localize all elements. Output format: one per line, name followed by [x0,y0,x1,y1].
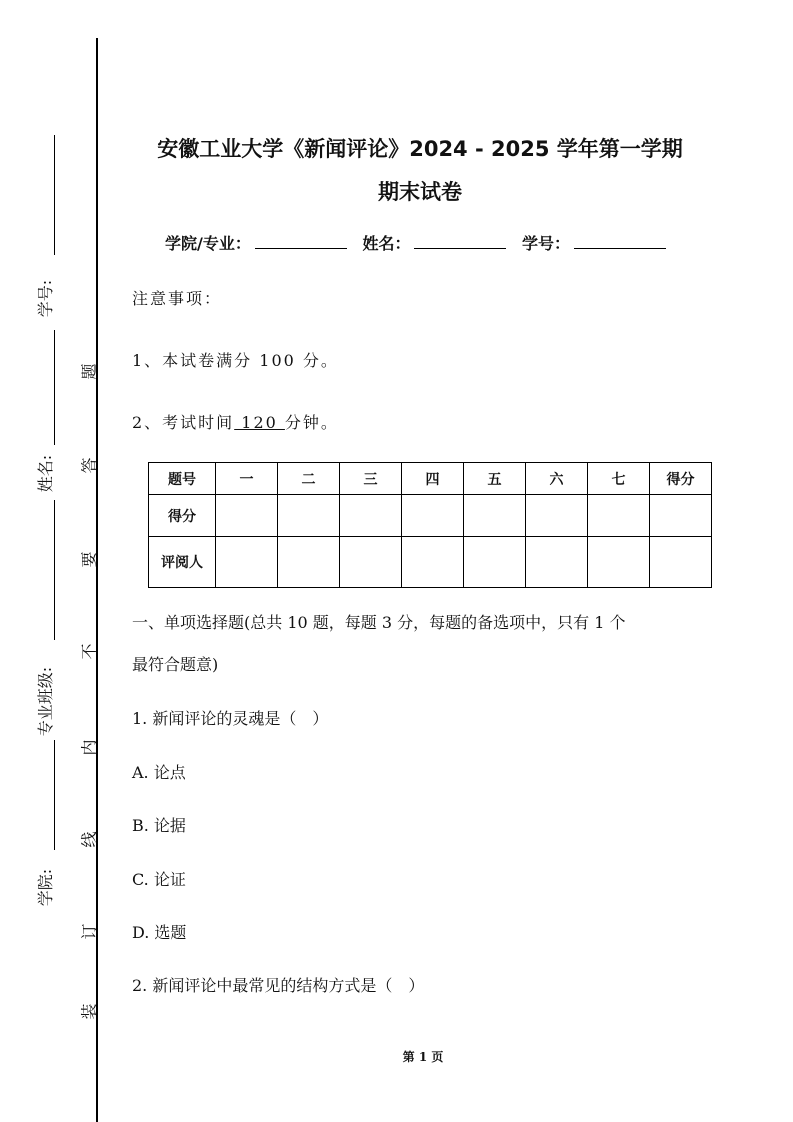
score-cell[interactable] [216,495,278,537]
question-stem: 1. 新闻评论的灵魂是（ ） [132,709,329,728]
score-cell[interactable] [278,495,340,537]
option-d[interactable]: D. 选题 [132,923,187,942]
score-cell[interactable] [526,495,588,537]
table-header-row [149,463,712,495]
binding-line [96,38,98,1122]
score-table [148,462,712,588]
exam-title: 安徽工业大学《新闻评论》2024 - 2025 学年第一学期 [157,137,683,161]
notes-heading: 注意事项： [132,289,223,308]
college-label: 学院/专业： [165,234,251,253]
margin-field-name: 姓名: [36,454,56,493]
question-stem: 2. 新闻评论中最常见的结构方式是（ ） [132,976,425,995]
id-label: 学号： [522,234,571,253]
seal-char: 线 [79,831,99,848]
table-header-cell: 题号 [149,463,216,495]
margin-field-class: 专业班级: [36,666,56,737]
table-row [149,495,712,537]
note-text: 2、考试时间 [132,413,235,432]
table-header-cell: 得分 [650,463,712,495]
table-row [149,537,712,588]
table-header-cell: 一 [216,463,278,495]
seal-char: 装 [79,1003,99,1020]
exam-duration: 120 [234,413,285,432]
option-c[interactable]: C. 论证 [132,870,186,889]
row-label: 评阅人 [149,537,216,588]
seal-char: 题 [79,363,99,380]
table-header-cell: 四 [402,463,464,495]
exam-subtitle: 期末试卷 [378,180,462,204]
grader-cell[interactable] [464,537,526,588]
grader-cell[interactable] [526,537,588,588]
note-item: 1、本试卷满分 100 分。 [132,351,339,370]
grader-cell[interactable] [650,537,712,588]
margin-underline [54,740,55,850]
table-header-cell: 二 [278,463,340,495]
margin-field-college: 学院: [36,868,56,907]
row-label: 得分 [149,495,216,537]
section-heading-cont: 最符合题意) [132,655,219,674]
score-cell[interactable] [464,495,526,537]
grader-cell[interactable] [216,537,278,588]
table-header-cell: 六 [526,463,588,495]
grader-cell[interactable] [278,537,340,588]
option-b[interactable]: B. 论据 [132,816,186,835]
margin-field-id: 学号: [36,279,56,318]
grader-cell[interactable] [402,537,464,588]
margin-underline [54,135,55,255]
page-number: 第 1 页 [402,1050,444,1064]
option-a[interactable]: A. 论点 [132,763,186,782]
score-cell[interactable] [588,495,650,537]
id-blank[interactable] [574,234,666,249]
seal-char: 订 [79,923,99,940]
seal-char: 内 [79,739,99,756]
table-header-cell: 三 [340,463,402,495]
seal-char: 要 [79,551,99,568]
college-blank[interactable] [255,234,347,249]
name-label: 姓名： [362,234,411,253]
score-cell[interactable] [340,495,402,537]
seal-char: 不 [79,643,99,660]
table-header-cell: 五 [464,463,526,495]
grader-cell[interactable] [588,537,650,588]
student-info [165,231,676,254]
score-cell[interactable] [402,495,464,537]
seal-char: 答 [79,457,99,474]
section-heading: 一、单项选择题(总共 10 题，每题 3 分，每题的备选项中，只有 1 个 [132,613,626,632]
score-cell[interactable] [650,495,712,537]
name-blank[interactable] [414,234,506,249]
margin-underline [54,500,55,640]
table-header-cell: 七 [588,463,650,495]
note-item [132,410,339,433]
note-text: 分钟。 [284,413,339,432]
grader-cell[interactable] [340,537,402,588]
margin-underline [54,330,55,445]
